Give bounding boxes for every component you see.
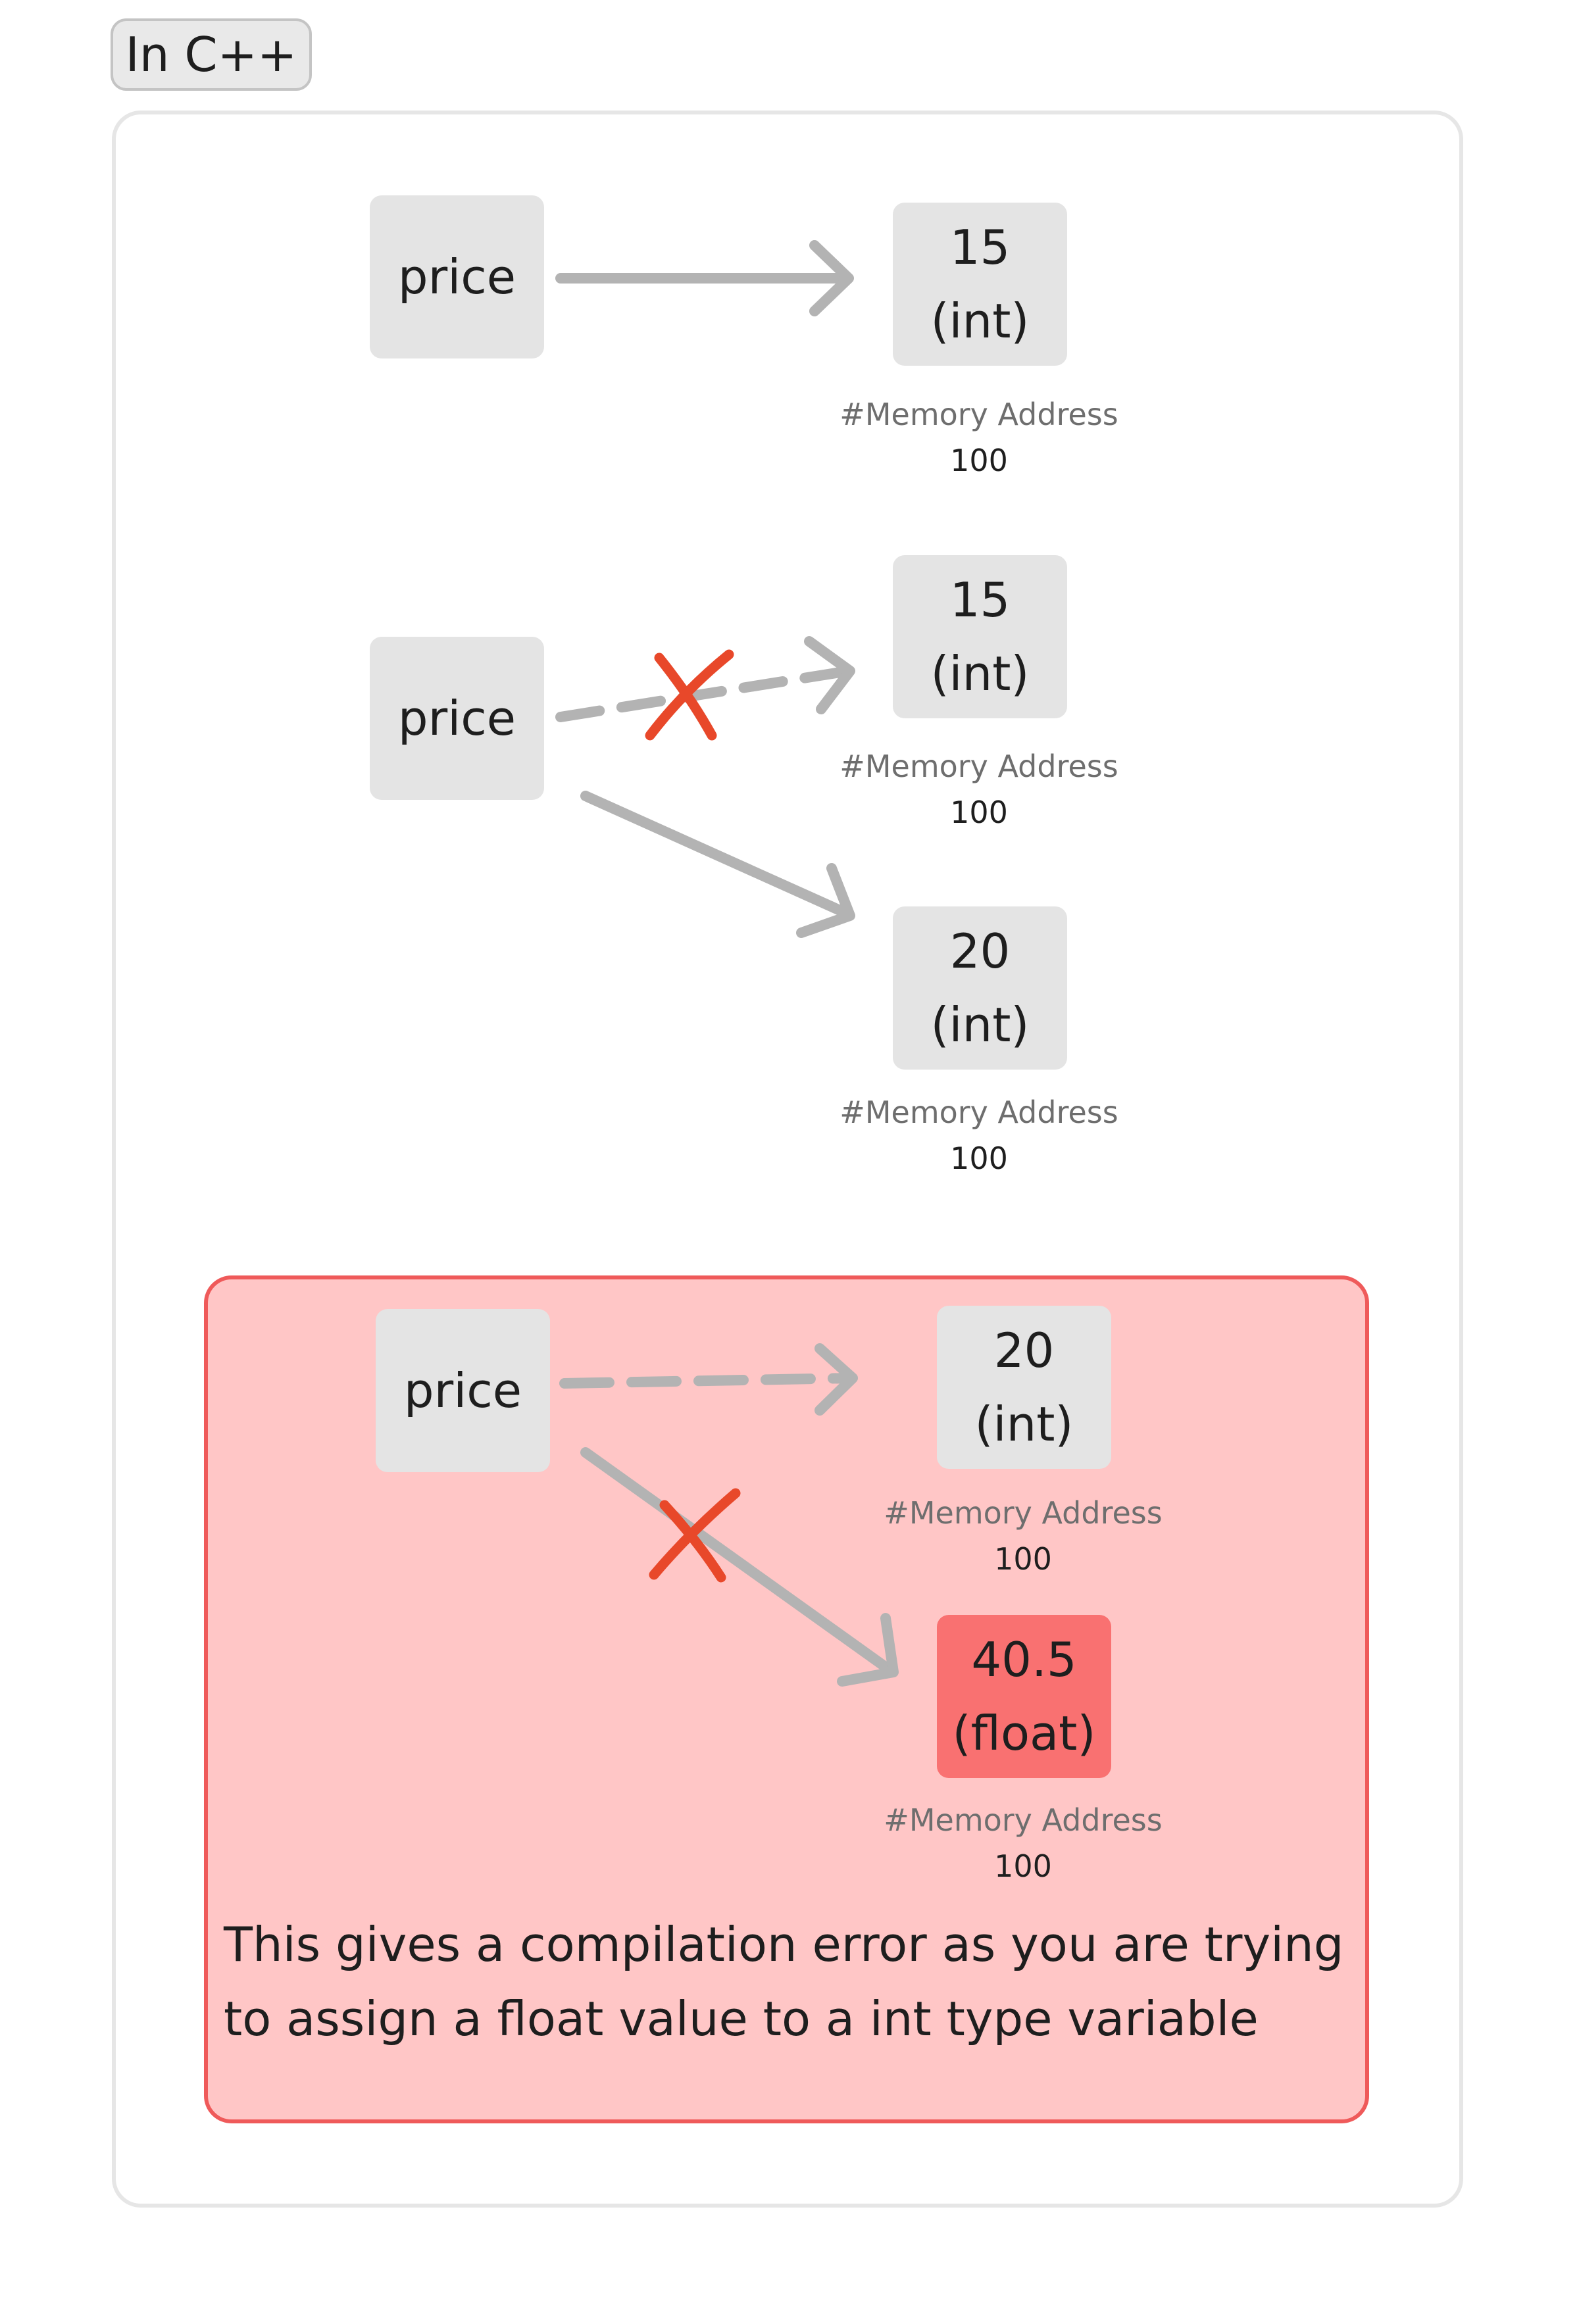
value-type: (int) xyxy=(930,997,1030,1052)
language-label: In C++ xyxy=(111,18,312,91)
memory-address-label: #Memory Address xyxy=(884,1802,1163,1838)
memory-address-label: #Memory Address xyxy=(840,1095,1118,1130)
value-type: (int) xyxy=(930,646,1030,701)
value-number: 20 xyxy=(993,1323,1055,1378)
variable-name: price xyxy=(403,1363,522,1418)
variable-box-price-scene2 xyxy=(370,637,544,800)
variable-box-price-scene3 xyxy=(376,1309,550,1472)
memory-address-value: 100 xyxy=(950,795,1008,830)
value-type: (float) xyxy=(952,1706,1096,1761)
variable-box-price-scene1 xyxy=(370,195,544,358)
memory-address-label: #Memory Address xyxy=(840,397,1118,432)
memory-address-scene3-attempted xyxy=(852,1797,1194,1889)
value-box-40-5-float xyxy=(937,1615,1111,1778)
memory-address-scene2-new xyxy=(808,1089,1150,1181)
memory-address-scene3-current xyxy=(852,1490,1194,1582)
memory-address-label: #Memory Address xyxy=(884,1495,1163,1531)
value-box-20-int-scene2 xyxy=(893,906,1067,1070)
memory-address-value: 100 xyxy=(994,1848,1052,1884)
value-box-20-int-scene3 xyxy=(937,1306,1111,1469)
value-type: (int) xyxy=(974,1397,1074,1452)
memory-address-scene1 xyxy=(808,391,1150,483)
value-type: (int) xyxy=(930,293,1030,349)
memory-address-label: #Memory Address xyxy=(840,749,1118,784)
memory-address-value: 100 xyxy=(950,443,1008,478)
value-number: 15 xyxy=(949,220,1011,275)
value-box-15-int-scene2 xyxy=(893,555,1067,718)
memory-address-value: 100 xyxy=(950,1141,1008,1176)
value-number: 40.5 xyxy=(971,1632,1077,1687)
error-message: This gives a compilation error as you are trying to assign a float value to a int type variable xyxy=(224,1917,1344,2046)
variable-name: price xyxy=(397,691,516,746)
memory-address-value: 100 xyxy=(994,1541,1052,1577)
memory-address-scene2-old xyxy=(808,743,1150,835)
value-number: 15 xyxy=(949,572,1011,628)
variable-name: price xyxy=(397,249,516,305)
value-box-15-int-scene1 xyxy=(893,203,1067,366)
value-number: 20 xyxy=(949,924,1011,979)
